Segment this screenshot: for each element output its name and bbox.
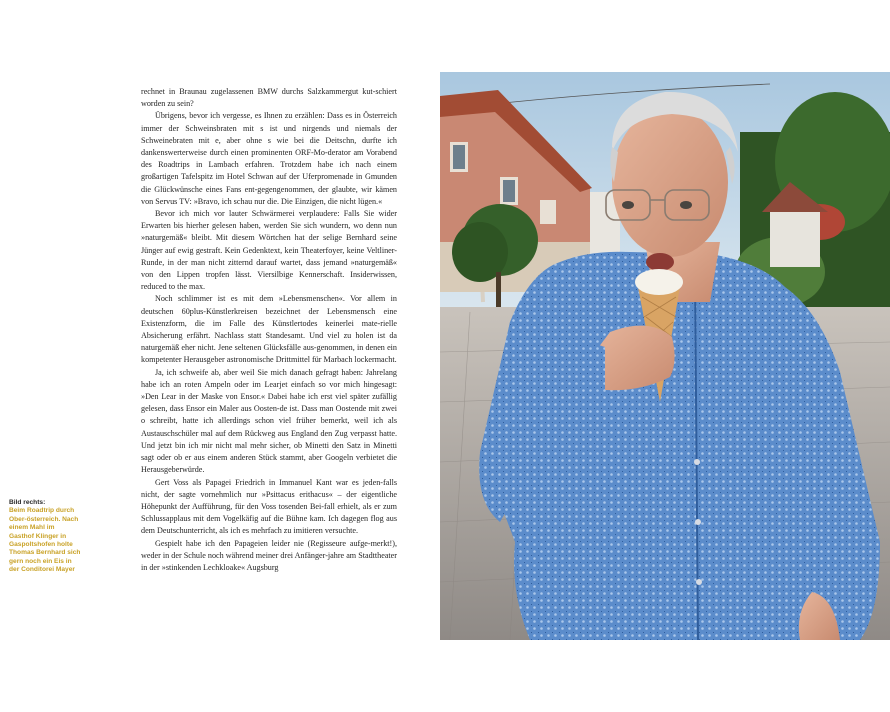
top-margin [0, 0, 890, 72]
caption-text: Beim Roadtrip durch Ober-österreich. Nach einem Mahl im Gasthof Klinger in Gaspoltshofen holte Thomas Bernhard sich gern noch ein Eis in der Conditorei Mayer [9, 507, 81, 574]
portrait-photo [440, 72, 890, 640]
photo-caption [9, 499, 81, 575]
article-paragraph: Gert Voss als Papagei Friedrich in Immanuel Kant war es jeden-falls nicht, der sagte vornehmlich nur »Psittacus erithacus« – der eigentliche Höhepunkt der Aufführung, für den Voss tosenden Bei-fall erhielt, als er zum Schlussapplaus mit dem Vogelkäfig auf die Bühne kam. Ich dagegen flog aus dem Deutschunterricht, als ich es mehrfach zu imitieren versuchte. [141, 477, 397, 536]
article-text-column [141, 86, 397, 574]
article-paragraph: Ja, ich schweife ab, aber weil Sie mich danach gefragt haben: Jahrelang habe ich an roten Ampeln oder im Learjet einfach so vor mich hingesagt: »Den Lear in der Maske von Ensor.« Dabei habe ich erst viel später zufällig gelesen, dass Ensor ein Maler aus Oosten-de ist. Dass man Oostende mit zwei o schreibt, hatte ich allerdings schon viel früher bemerkt, weil ich als Austauschschüler mal auf dem Rückweg aus England den Zug verpasst hatte. Und jetzt bin ich mir nicht mal mehr sicher, ob Minetti den Satz in Minetti sagt oder ob er aus einem anderen Stück stammt, aber Googeln verbietet die Herausgeberwürde. [141, 367, 397, 475]
article-paragraph: Übrigens, bevor ich vergesse, es Ihnen zu erzählen: Dass es in Österreich immer der Schweinsbraten mit s ist und nirgends und niemals der Schweinebraten mit e, aber ohne s wie bei die Deitschn, durfte ich dankenswerterweise durch einen prominenten ORF-Mo-derator am Vorabend des Roadtrips in Lambach erfahren. Trotzdem habe ich nach einem großartigen Tafelspitz im Hotel Schwan auf der Uferpromenade in Gmunden die Glückwünsche eines Fans ent-gegengenommen, der glaubte, wir kämen von Servus TV: »Bravo, ich schau nur die. Die Einzigen, die nicht lügen.« [141, 111, 397, 206]
bottom-margin [0, 640, 890, 712]
article-paragraph: Noch schlimmer ist es mit dem »Lebensmenschen«. Vor allem in deutschen 60plus-Künstlerkreisen bezeichnet der Lebensmensch eine Existenzform, die im Falle des Künstlertodes keinerlei mate-rielle Absicherung erfährt. Nachlass statt Standesamt. Und viel zu holen ist da naturgemäß eher nicht. Jene seltenen Glücksfälle aus-genommen, in denen ein kompetenter Herausgeber astronomische Drittmittel für Marbach lockermacht. [141, 294, 397, 365]
caption-heading: Bild rechts: [9, 499, 46, 506]
article-paragraph: rechnet in Braunau zugelassenen BMW durchs Salzkammergut kut-schiert worden zu sein? [141, 87, 397, 109]
article-paragraph: Bevor ich mich vor lauter Schwärmerei verplaudere: Falls Sie wider Erwarten bis hierher gelesen haben, werden Sie sich wundern, wo denn nun »naturgemäß« bleibt. Mit diesem Wörtchen hat der selige Bernhard seine Jünger auf ewig gestraft. Kein Gedenktext, kein Theaterfoyer, keine Veltliner-Runde, in der man nicht zitternd darauf wartet, dass jemand »naturgemäß« von den Lippen tropfen lässt. Viersilbige Kennerschaft. Insiderwissen, reduced to the max. [141, 209, 397, 292]
article-paragraph: Gespielt habe ich den Papageien leider nie (Regisseure aufge-merkt!), weder in der Schule noch während meiner drei Anfänger-jahre am Stadttheater in der »stinkenden Lechkloake« Augsburg [141, 538, 397, 572]
